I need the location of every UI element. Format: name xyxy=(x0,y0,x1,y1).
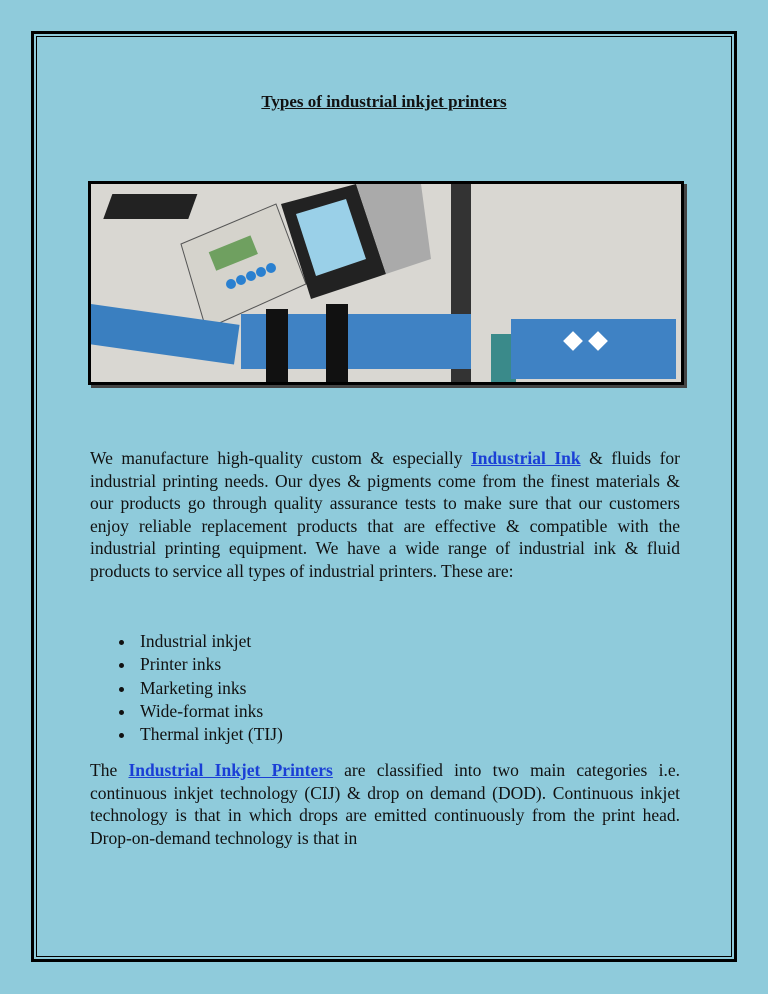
text: & fluids for industrial printing needs. Our dyes & pigments come from the finest materials & our products go through quality assurance tests to make sure that our customers enjoy reliable replacement products that are effective & compatible with the industrial printing equipment. We have a wide range of industrial ink & fluid products to service all types of industrial printers. These are: xyxy=(90,448,680,581)
list-item: • Marketing inks xyxy=(136,677,283,700)
industrial-ink-link[interactable]: Industrial Ink xyxy=(470,448,581,468)
text: The xyxy=(90,760,129,780)
intro-paragraph xyxy=(90,447,680,583)
product-list xyxy=(90,630,283,746)
text: We manufacture high-quality custom & especially xyxy=(90,448,471,468)
list-item: • Thermal inkjet (TIJ) xyxy=(136,723,283,746)
document-title: Types of industrial inkjet printers xyxy=(261,92,507,111)
list-item: • Wide-format inks xyxy=(136,700,283,723)
list-item: • Printer inks xyxy=(136,653,283,676)
categories-paragraph xyxy=(90,759,680,849)
printer-photo xyxy=(88,181,684,385)
text: are classified into two main categories i.e. continuous inkjet technology (CIJ) & drop on demand (DOD). Continuous inkjet technology is that in which drops are emitted continuously from the print head. Drop-on-demand technology is that in xyxy=(90,760,680,848)
industrial-inkjet-printers-link[interactable]: Industrial Inkjet Printers xyxy=(128,760,333,780)
list-item: • Industrial inkjet xyxy=(136,630,283,653)
